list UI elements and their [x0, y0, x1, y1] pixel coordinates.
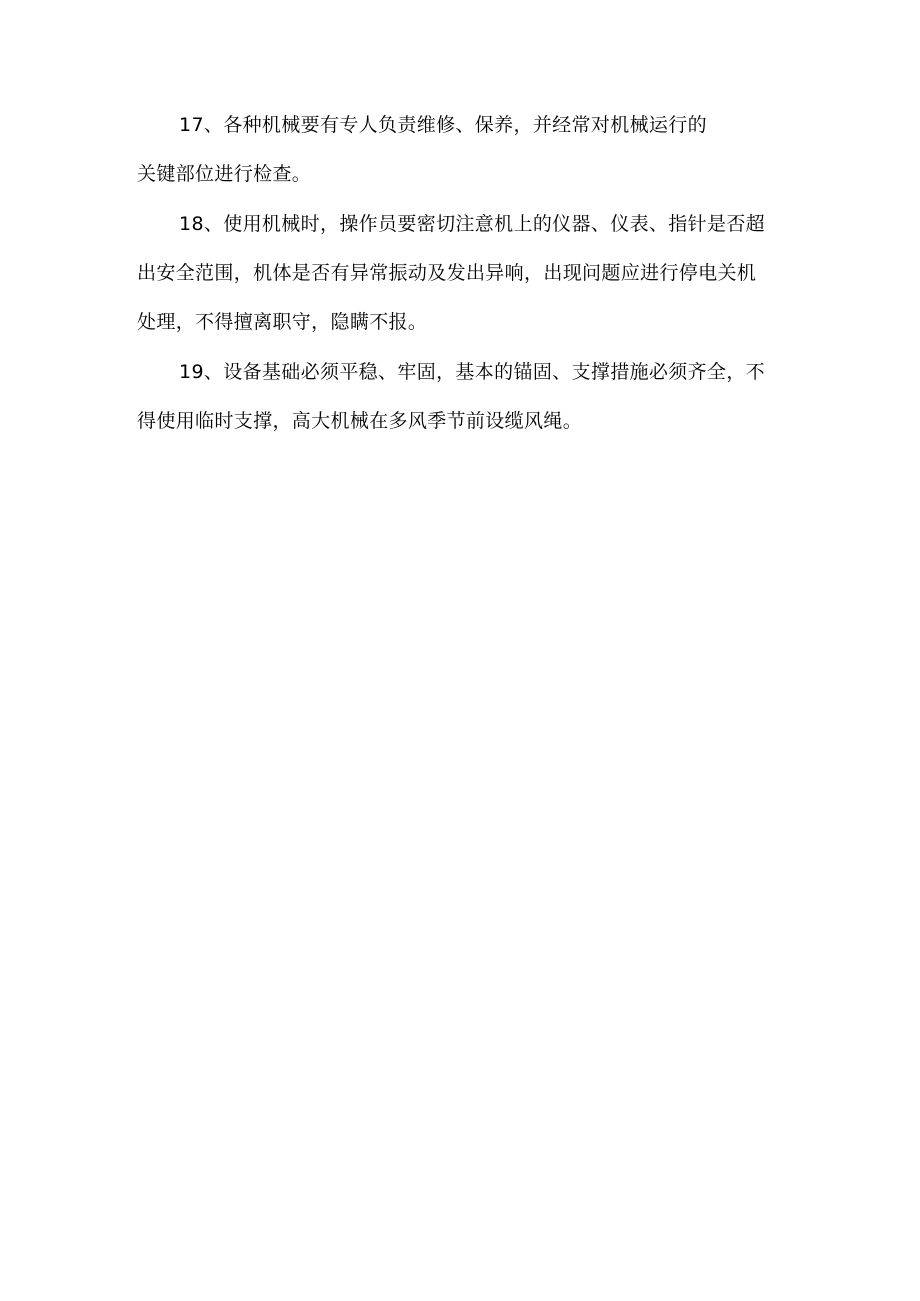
paragraph-line: 17、各种机械要有专人负责维修、保养，并经常对机械运行的	[179, 114, 707, 136]
paragraph-line: 19、设备基础必须平稳、牢固，基本的锚固、支撑措施必须齐全，不	[179, 361, 766, 383]
paragraph-line: 出安全范围，机体是否有异常振动及发出异响，出现问题应进行停电关机	[137, 262, 757, 284]
paragraph-line: 处理，不得擅离职守，隐瞒不报。	[137, 311, 428, 333]
paragraph-line: 关键部位进行检查。	[137, 163, 312, 185]
paragraph-17	[137, 101, 787, 199]
paragraph-line: 18、使用机械时，操作员要密切注意机上的仪器、仪表、指针是否超	[179, 213, 766, 235]
paragraph-18	[137, 200, 787, 347]
paragraph-line: 得使用临时支撑，高大机械在多风季节前设缆风绳。	[137, 410, 583, 432]
paragraph-19	[137, 348, 787, 446]
document-body	[137, 101, 787, 447]
